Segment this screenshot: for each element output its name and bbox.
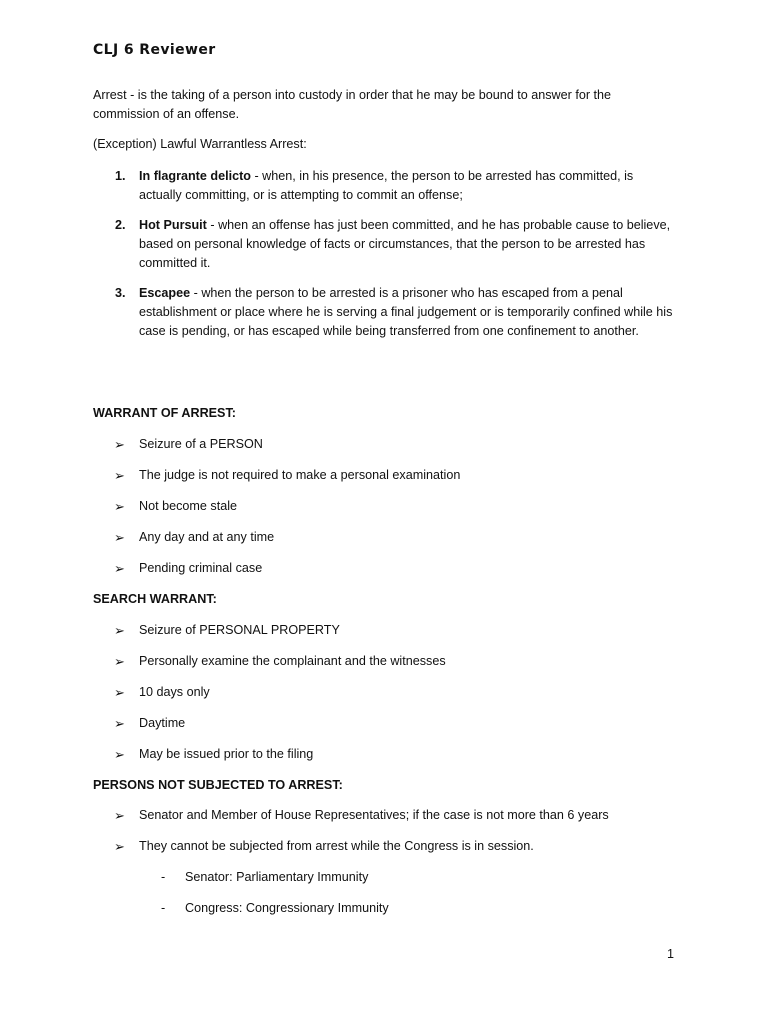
list-item [93, 837, 673, 868]
list-item-text: Congress: Congressionary Immunity [185, 901, 389, 915]
document-title: CLJ 6 Reviewer [93, 42, 216, 58]
arrow-bullet-icon: ➢ [114, 747, 125, 762]
arrow-bullet-icon: ➢ [114, 561, 125, 576]
list-item-text: Daytime [139, 716, 186, 730]
list-item [93, 806, 673, 837]
list-item-term: In flagrante delicto [139, 169, 251, 183]
list-item-text: - when an offense has just been committed, and he has probable cause to believe, based on personal knowledge of facts or circumstances, that the person to be arrested has committed it. [139, 218, 671, 270]
list-item-text: Senator and Member of House Representatives; if the case is not more than 6 years [139, 808, 609, 822]
search-warrant-list [93, 621, 673, 776]
list-item-text: The judge is not required to make a personal examination [139, 468, 461, 482]
list-item-text: Seizure of a PERSON [139, 437, 263, 451]
list-item-text: Not become stale [139, 499, 238, 513]
search-warrant-heading: SEARCH WARRANT: [93, 592, 217, 606]
list-item-text: Any day and at any time [139, 530, 275, 544]
arrow-bullet-icon: ➢ [114, 499, 125, 514]
arrow-bullet-icon: ➢ [114, 468, 125, 483]
list-item [93, 899, 673, 930]
persons-not-subjected-heading: PERSONS NOT SUBJECTED TO ARREST: [93, 778, 343, 792]
list-item [93, 497, 673, 528]
arrow-bullet-icon: ➢ [114, 530, 125, 545]
list-item [93, 435, 673, 466]
arrow-bullet-icon: ➢ [114, 808, 125, 823]
list-item-text: Personally examine the complainant and the witnesses [139, 654, 446, 668]
list-item-text: - when the person to be arrested is a prisoner who has escaped from a penal establishment or place where he is serving a final judgement or is temporarily confined while his case is pending, or has escaped while being transferred from one confinement to another. [139, 286, 673, 338]
list-item [93, 621, 673, 652]
arrow-bullet-icon: ➢ [114, 685, 125, 700]
exception-heading: (Exception) Lawful Warrantless Arrest: [93, 137, 307, 151]
warrant-of-arrest-list [93, 435, 673, 590]
list-item [93, 466, 673, 497]
list-item-number: 3. [115, 286, 126, 300]
warrantless-arrest-list [93, 167, 673, 352]
arrow-bullet-icon: ➢ [114, 437, 125, 452]
warrant-of-arrest-heading: WARRANT OF ARREST: [93, 406, 236, 420]
dash-bullet: - [161, 901, 166, 915]
list-item-number: 2. [115, 218, 126, 232]
list-item-text: Pending criminal case [139, 561, 263, 575]
list-item-text: May be issued prior to the filing [139, 747, 314, 761]
list-item-text: Senator: Parliamentary Immunity [185, 870, 369, 884]
list-item [93, 745, 673, 776]
arrow-bullet-icon: ➢ [114, 654, 125, 669]
arrow-bullet-icon: ➢ [114, 623, 125, 638]
list-item [93, 216, 673, 273]
list-item [93, 167, 673, 205]
arrow-bullet-icon: ➢ [114, 839, 125, 854]
list-item [93, 714, 673, 745]
persons-not-subjected-list [93, 806, 673, 868]
arrest-term: Arrest [93, 88, 127, 102]
list-item-text: - when, in his presence, the person to be arrested has committed, is actually committing, or is attempting to commit an offense; [139, 169, 634, 202]
list-item [93, 868, 673, 899]
list-item [93, 683, 673, 714]
dash-bullet: - [161, 870, 166, 884]
arrest-definition-text: - is the taking of a person into custody in order that he may be bound to answer for the commission of an offense. [93, 88, 612, 121]
list-item-text: Seizure of PERSONAL PROPERTY [139, 623, 340, 637]
list-item [93, 652, 673, 683]
list-item-term: Hot Pursuit [139, 218, 207, 232]
list-item [93, 528, 673, 559]
immunity-sub-list [93, 868, 673, 930]
list-item-text: They cannot be subjected from arrest while the Congress is in session. [139, 839, 534, 853]
list-item [93, 559, 673, 590]
arrow-bullet-icon: ➢ [114, 716, 125, 731]
page-number: 1 [667, 947, 675, 961]
list-item-term: Escapee [139, 286, 191, 300]
list-item-number: 1. [115, 169, 126, 183]
list-item [93, 284, 673, 341]
list-item-text: 10 days only [139, 685, 210, 699]
arrest-definition [93, 86, 673, 124]
